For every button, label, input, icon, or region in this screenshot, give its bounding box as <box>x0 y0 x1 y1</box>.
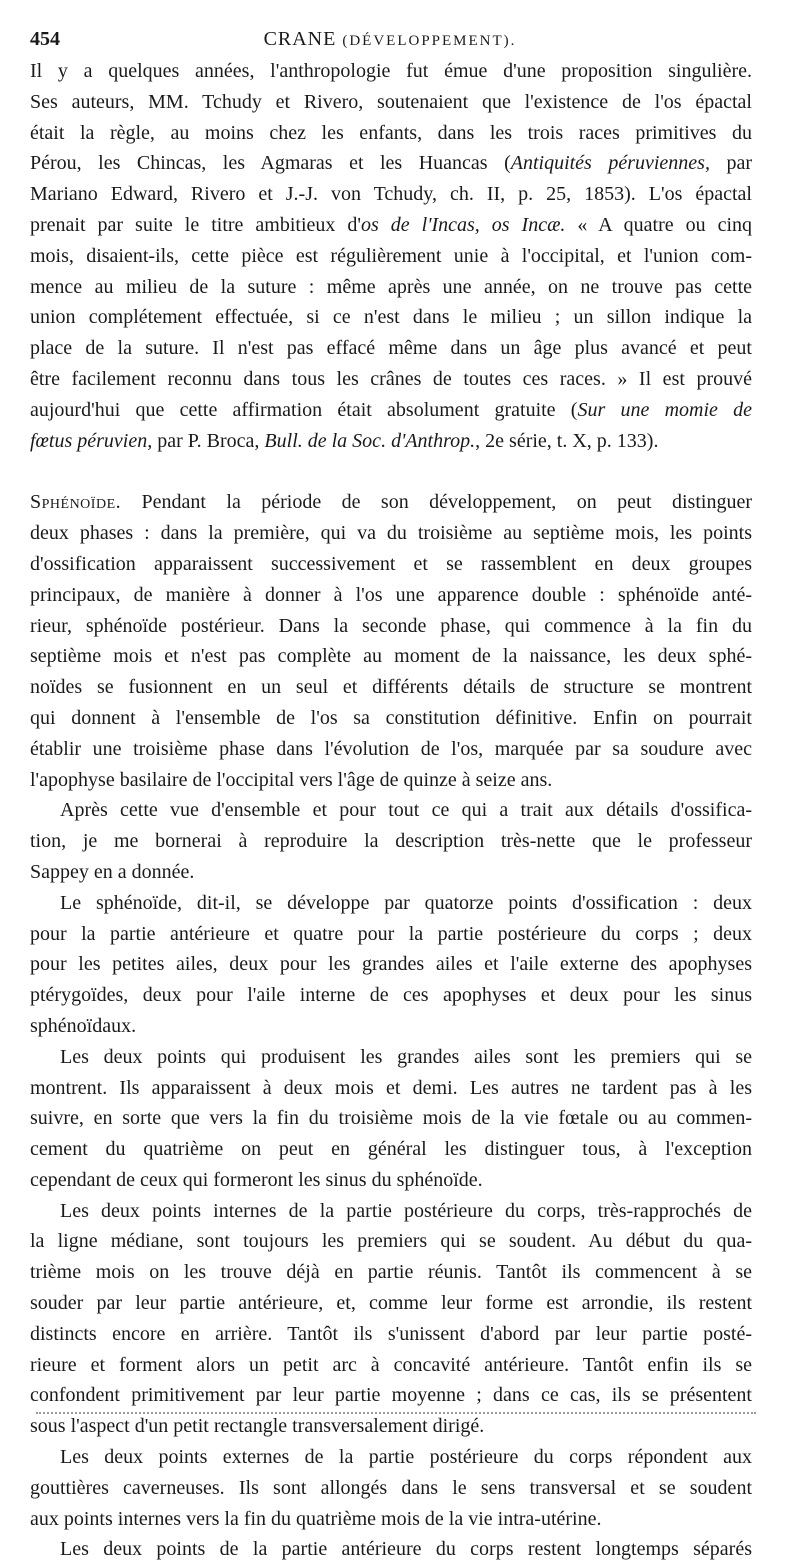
paragraph-fourteen-points <box>30 888 752 1042</box>
text-line: Après cette vue d'ensemble et pour tout ce qui a trait aux détails d'ossifica- <box>60 799 752 822</box>
text-line: être facilement reconnu dans tous les crânes de toutes ces races. » Il est prouvé <box>30 367 752 390</box>
text-line: pour la partie antérieure et quatre pour la partie postérieure du corps ; deux <box>30 922 752 945</box>
paragraph-epactal <box>30 56 752 456</box>
citation-title: Antiquités péruviennes, <box>510 152 710 175</box>
paragraph-great-wings <box>30 1042 752 1196</box>
text-line: rieure et forment alors un petit arc à concavité antérieure. Tantôt enfin ils se <box>30 1353 752 1376</box>
running-header <box>30 22 750 52</box>
text-line: l'apophyse basilaire de l'occipital vers l'âge de quinze à seize ans. <box>30 768 553 791</box>
text-line: tion, je me bornerai à reproduire la description très-nette que le professeur <box>30 830 752 853</box>
text-run: prenait par suite le titre ambitieux d' <box>30 213 361 236</box>
text-line: suivre, en sorte que vers la fin du troisième mois de la vie fœtale ou au commen- <box>30 1107 752 1130</box>
text-line <box>30 210 752 241</box>
text-line: Les deux points externes de la partie postérieure du corps répondent aux <box>60 1446 752 1469</box>
text-run: « A quatre ou cinq <box>565 213 752 236</box>
running-title <box>30 28 750 51</box>
citation-title: Sur une momie de <box>577 398 752 421</box>
text-line: d'ossification apparaissent successivement et se rassemblent en deux groupes <box>30 552 752 575</box>
text-line: aux points internes vers la fin du quatrième mois de la vie intra-utérine. <box>30 1507 602 1530</box>
text-run: par P. Broca, <box>152 429 265 452</box>
text-line: montrent. Ils apparaissent à deux mois et demi. Les autres ne tardent pas à les <box>30 1076 752 1099</box>
text-line: trième mois on les trouve déjà en partie réunis. Tantôt ils commencent à se <box>30 1261 752 1284</box>
paragraph-sphenoide <box>30 487 752 795</box>
text-line: Le sphénoïde, dit-il, se développe par quatorze points d'ossification : deux <box>60 891 752 914</box>
text-line: principaux, de manière à donner à l'os une apparence double : sphénoïde anté- <box>30 583 752 606</box>
text-line: mois, disaient-ils, cette pièce est régulièrement unie à l'occipital, et l'union com- <box>30 244 752 267</box>
page-number: 454 <box>30 28 60 50</box>
text-line: place de la suture. Il n'est pas effacé même dans un âge plus avancé et peut <box>30 337 752 360</box>
italic-term: os de l'Incas, os Incæ. <box>361 213 566 236</box>
text-line: rieur, sphénoïde postérieur. Dans la seconde phase, qui commence à la fin du <box>30 614 752 637</box>
text-line: Les deux points internes de la partie postérieure du corps, très-rapprochés de <box>60 1199 752 1222</box>
text-line: pour les petites ailes, deux pour les grandes ailes et l'aile externe des apophyses <box>30 953 752 976</box>
text-line: Mariano Edward, Rivero et J.-J. von Tchudy, ch. II, p. 25, 1853). L'os épactal <box>30 183 752 206</box>
paragraph-anterior-points <box>30 1534 752 1565</box>
text-line: était la règle, au moins chez les enfants, dans les trois races primitives du <box>30 121 752 144</box>
text-line: confondent primitivement par leur partie moyenne ; dans ce cas, ils se présentent <box>30 1384 752 1407</box>
text-line: établir une troisième phase dans l'évolution de l'os, marquée par sa soudure avec <box>30 737 752 760</box>
text-line: mence au milieu de la suture : même après une année, on ne trouve pas cette <box>30 275 752 298</box>
text-run: Pendant la période de son développement, on peut distinguer <box>121 491 752 514</box>
text-line: ptérygoïdes, deux pour l'aile interne de ces apophyses et deux pour les sinus <box>30 984 752 1007</box>
text-run: aujourd'hui que cette affirmation était absolument gratuite ( <box>30 398 578 421</box>
text-line: Les deux points de la partie antérieure du corps restent longtemps séparés <box>60 1538 752 1561</box>
text-line: Sappey en a donnée. <box>30 860 195 883</box>
text-run: Pérou, les Chincas, les Agmaras et les Huancas <box>30 152 488 175</box>
text-line: gouttières caverneuses. Ils sont allongés dans le sens transversal et se soudent <box>30 1476 752 1499</box>
text-run: , 2e série, t. X, p. 133). <box>475 429 659 452</box>
journal-title: Bull. de la Soc. d'Anthrop. <box>264 429 476 452</box>
paragraph-gap <box>30 456 752 487</box>
text-run: ( <box>487 152 511 175</box>
text-line: deux phases : dans la première, qui va du troisième au septième mois, les points <box>30 522 752 545</box>
paragraph-internal-points <box>30 1196 752 1442</box>
text-line: noïdes se fusionnent en un seul et différents détails de structure se montrent <box>30 676 752 699</box>
section-heading: Sphénoïde. <box>30 491 122 514</box>
footer-dotted-rule <box>36 1412 756 1414</box>
running-title-sub: (DÉVELOPPEMENT). <box>342 33 517 49</box>
text-line: qui donnent à l'ensemble de l'os sa constitution définitive. Enfin on pourrait <box>30 706 752 729</box>
text-line: cependant de ceux qui formeront les sinus du sphénoïde. <box>30 1168 483 1191</box>
text-line <box>30 426 752 457</box>
citation-title: fœtus péruvien, <box>30 429 153 452</box>
text-line: septième mois et n'est pas complète au moment de la naissance, les deux sphé- <box>30 645 752 668</box>
text-line: distincts encore en arrière. Tantôt ils s'unissent d'abord par leur partie posté- <box>30 1322 752 1345</box>
text-line <box>30 395 752 426</box>
text-line: Ses auteurs, MM. Tchudy et Rivero, soutenaient que l'existence de l'os épactal <box>30 90 752 113</box>
running-title-main: CRANE <box>263 28 337 50</box>
text-line: union complétement effectuée, si ce n'est dans le milieu ; un sillon indique la <box>30 306 752 329</box>
text-run: par <box>709 152 752 175</box>
text-line <box>30 148 752 179</box>
paragraph-overview <box>30 795 752 887</box>
paragraph-external-points <box>30 1442 752 1534</box>
page-body <box>30 56 752 1565</box>
text-line: la ligne médiane, sont toujours les premiers qui se soudent. Au début du qua- <box>30 1230 752 1253</box>
text-line <box>30 487 752 518</box>
text-line: Les deux points qui produisent les grandes ailes sont les premiers qui se <box>60 1045 752 1068</box>
text-line: sphénoïdaux. <box>30 1014 137 1037</box>
text-line: cement du quatrième on peut en général les distinguer tous, à l'exception <box>30 1138 752 1161</box>
text-line: souder par leur partie antérieure, et, comme leur forme est arrondie, ils restent <box>30 1292 752 1315</box>
text-line: Il y a quelques années, l'anthropologie fut émue d'une proposition singulière. <box>30 60 752 82</box>
text-line: sous l'aspect d'un petit rectangle transversalement dirigé. <box>30 1415 485 1438</box>
